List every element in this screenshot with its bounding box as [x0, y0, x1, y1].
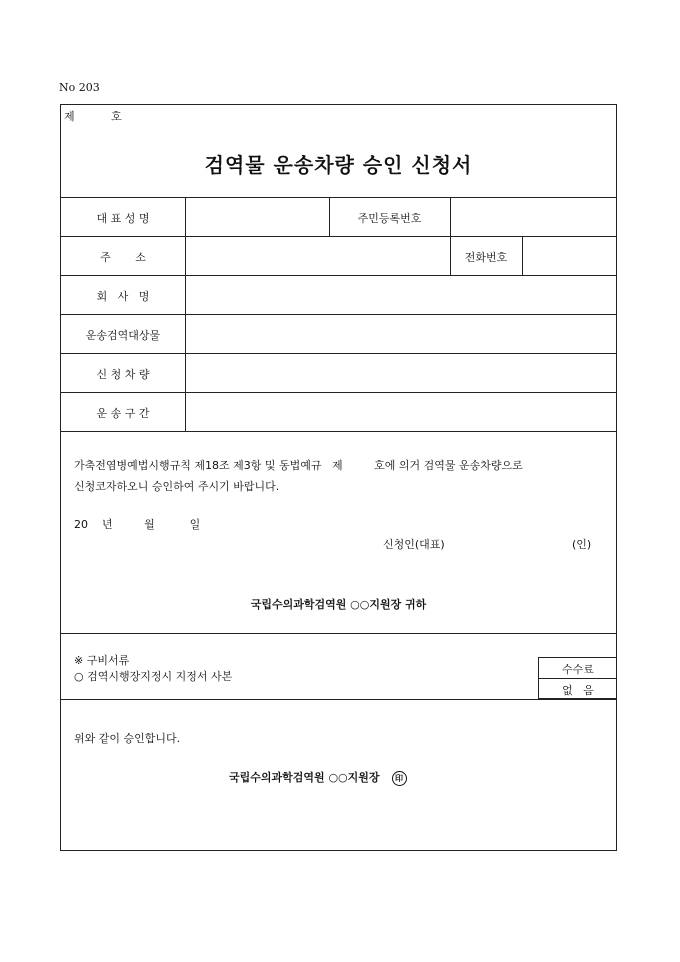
attachments-header: ※ 구비서류 — [74, 654, 130, 667]
divider — [539, 678, 617, 679]
fee-box — [538, 657, 617, 699]
label-address: 주 소 — [100, 251, 146, 264]
form-number: No 203 — [59, 81, 100, 94]
approval-text: 위와 같이 승인합니다. — [74, 732, 181, 745]
divider — [61, 431, 616, 432]
label-company-name: 회 사 명 — [96, 290, 150, 303]
divider — [61, 633, 616, 634]
company-name-field[interactable] — [186, 276, 616, 314]
vehicle-field[interactable] — [186, 354, 616, 392]
label-representative-name: 대 표 성 명 — [96, 212, 150, 225]
fee-value: 없 음 — [562, 684, 594, 697]
application-date: 20 년 월 일 — [74, 518, 201, 531]
application-statement-line2: 신청코자하오니 승인하여 주시기 바랍니다. — [74, 480, 280, 493]
label-resident-number: 주민등록번호 — [357, 212, 422, 225]
attachment-item: ○ 검역시행장지정시 지정서 사본 — [74, 670, 233, 683]
label-vehicle: 신 청 차 량 — [96, 368, 150, 381]
form-number-suffix: 호 — [111, 110, 122, 123]
approval-authority-name: 국립수의과학검역원 ○○지원장 — [229, 771, 380, 784]
official-seal-icon: 印 — [392, 771, 407, 786]
phone-field[interactable] — [523, 237, 616, 275]
label-quarantine-target: 운송검역대상물 — [85, 329, 161, 342]
addressee: 국립수의과학검역원 ○○지원장 귀하 — [250, 598, 427, 611]
approval-authority — [229, 769, 407, 786]
form-number-prefix: 제 — [64, 110, 75, 123]
quarantine-target-field[interactable] — [186, 315, 616, 353]
route-field[interactable] — [186, 393, 616, 431]
divider — [61, 699, 616, 700]
label-route: 운 송 구 간 — [96, 407, 150, 420]
fee-label: 수수료 — [562, 663, 594, 676]
page-title: 검역물 운송차량 승인 신청서 — [204, 153, 473, 177]
applicant-seal: (인) — [572, 538, 592, 551]
applicant-label: 신청인(대표) — [383, 538, 445, 551]
address-field[interactable] — [186, 237, 450, 275]
representative-name-field[interactable] — [186, 198, 329, 236]
application-form — [60, 104, 617, 851]
application-statement-line1: 가축전염병예법시행규칙 제18조 제3항 및 동법예규 제 호에 의거 검역물 운송차량으로 — [74, 459, 523, 472]
resident-number-field[interactable] — [451, 198, 616, 236]
label-phone: 전화번호 — [464, 251, 508, 264]
